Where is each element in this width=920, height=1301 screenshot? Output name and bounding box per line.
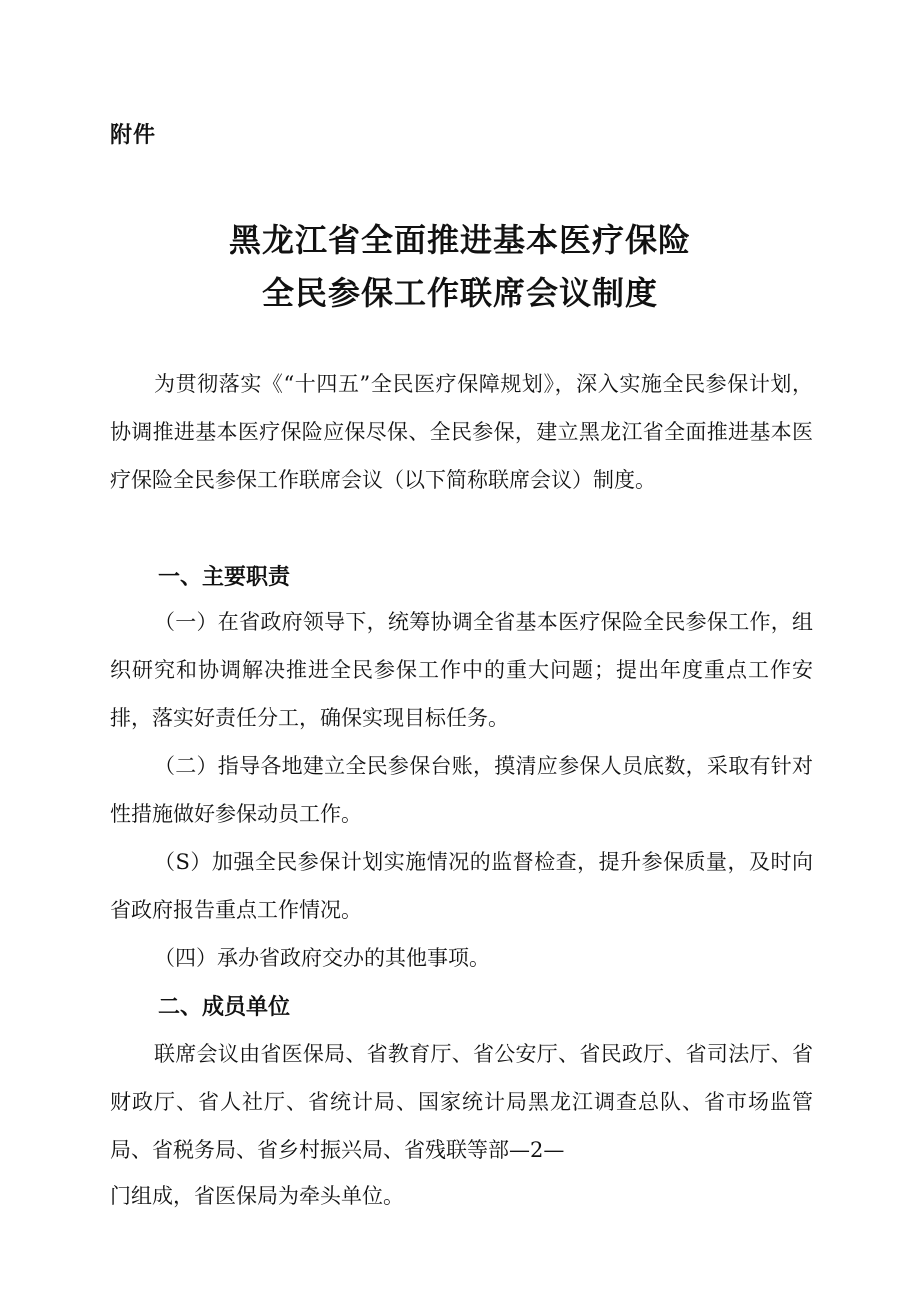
members-continuation: 门组成，省医保局为牵头单位。 — [110, 1184, 404, 1208]
document-title-line-1: 黑龙江省全面推进基本医疗保险 — [228, 221, 691, 259]
section-heading-members: 二、成员单位 — [158, 995, 291, 1020]
members-paragraph — [110, 1030, 813, 1174]
intro-paragraph: 为贯彻落实《“十四五”全民医疗保障规划》，深入实施全民参保计划，协调推进基本医疗保险应保尽保、全民参保，建立黑龙江省全面推进基本医疗保险全民参保工作联席会议（以下简称联席会议）制度。 — [110, 372, 813, 492]
duty-item-2: （二）指导各地建立全民参保台账，摸清应参保人员底数，采取有针对性措施做好参保动员工作。 — [110, 754, 813, 826]
duty-item-4: （四）承办省政府交办的其他事项。 — [154, 946, 490, 970]
section-heading-duties: 一、主要职责 — [158, 565, 291, 590]
page-number: —2— — [509, 1138, 565, 1162]
members-text: 联席会议由省医保局、省教育厅、省公安厅、省民政厅、省司法厅、省财政厅、省人社厅、省统计局、国家统计局黑龙江调查总队、省市场监管局、省税务局、省乡村振兴局、省残联等部 — [110, 1042, 813, 1162]
attachment-label: 附件 — [110, 123, 157, 148]
duty-item-3: （S）加强全民参保计划实施情况的监督检查，提升参保质量，及时向省政府报告重点工作情况。 — [110, 850, 813, 922]
document-title-line-2: 全民参保工作联席会议制度 — [261, 274, 658, 312]
duty-item-1: （一）在省政府领导下，统筹协调全省基本医疗保险全民参保工作，组织研究和协调解决推进全民参保工作中的重大问题；提出年度重点工作安排，落实好责任分工，确保实现目标任务。 — [110, 610, 813, 730]
